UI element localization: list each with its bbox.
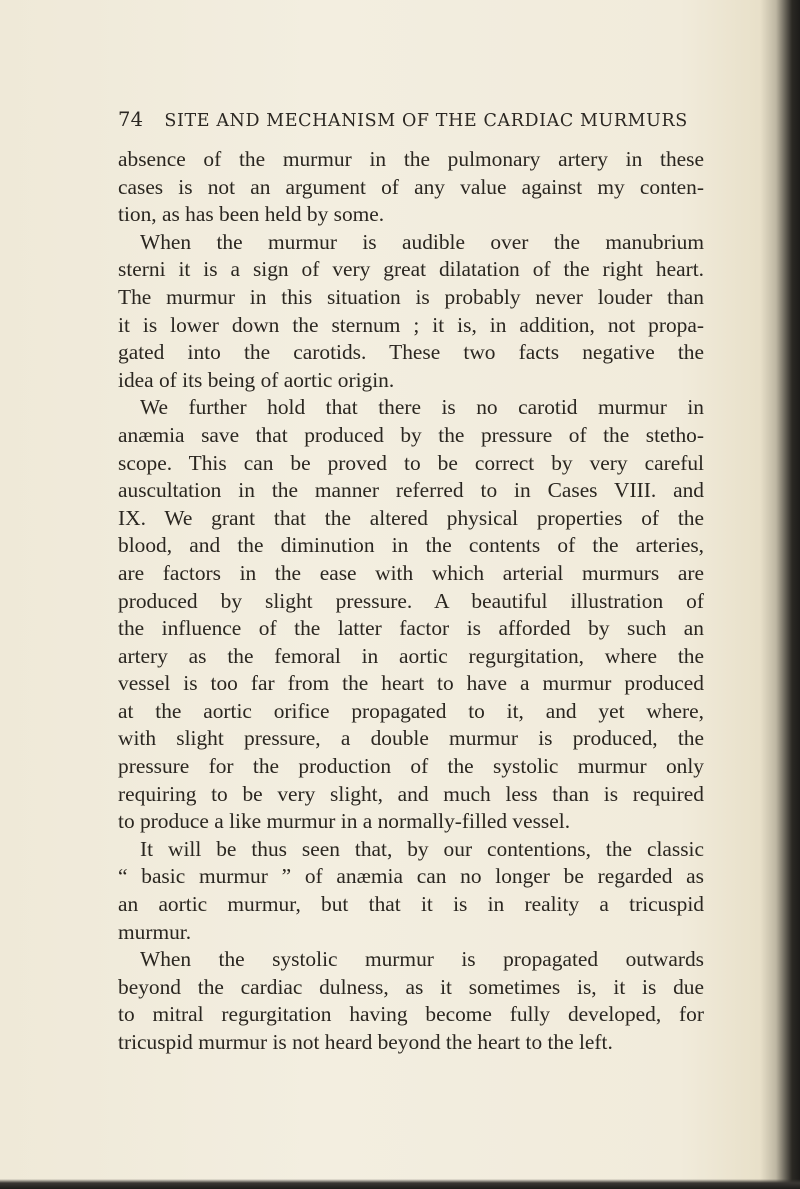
text-line: murmur. [118, 919, 192, 944]
text-line: requiring to be very slight, and much less than is required [118, 781, 704, 806]
page-bottom-edge [0, 1179, 800, 1189]
text-line: cases is not an argument of any value against my conten- [118, 174, 704, 199]
text-line: artery as the femoral in aortic regurgitation, where the [118, 643, 704, 668]
text-line: We further hold that there is no carotid murmur in [140, 395, 704, 420]
text-line: produced by slight pressure. A beautiful illustration of [118, 588, 704, 613]
text-line: an aortic murmur, but that it is in reality a tricuspid [118, 892, 704, 917]
text-line: When the murmur is audible over the manubrium [140, 229, 704, 254]
text-line: sterni it is a sign of very great dilatation of the right heart. [118, 257, 704, 282]
text-line: the influence of the latter factor is afforded by such an [118, 616, 704, 641]
text-line: tricuspid murmur is not heard beyond the heart to the left. [118, 1030, 613, 1054]
text-line: scope. This can be proved to be correct by very careful [118, 450, 704, 475]
page-number: 74 [118, 108, 144, 131]
text-line: anæmia save that produced by the pressure of the stetho- [118, 422, 704, 447]
text-line: idea of its being of aortic origin. [118, 367, 395, 392]
text-line: with slight pressure, a double murmur is produced, the [118, 726, 704, 751]
text-line: auscultation in the manner referred to in Cases VIII. and [118, 478, 704, 503]
body-text [118, 146, 704, 1057]
text-line: pressure for the production of the systolic murmur only [118, 754, 704, 779]
text-line: When the systolic murmur is propagated outwards [140, 947, 704, 972]
text-line: vessel is too far from the heart to have a murmur produced [118, 671, 704, 696]
text-line: blood, and the diminution in the contents of the arteries, [118, 533, 704, 558]
text-line: The murmur in this situation is probably never louder than [118, 284, 704, 309]
running-header [118, 108, 698, 131]
text-line: IX. We grant that the altered physical properties of the [118, 505, 704, 530]
text-line: to produce a like murmur in a normally-filled vessel. [118, 809, 571, 834]
text-line: are factors in the ease with which arterial murmurs are [118, 560, 704, 585]
text-line: absence of the murmur in the pulmonary artery in these [118, 147, 704, 171]
text-line: tion, as has been held by some. [118, 202, 385, 227]
text-line: It will be thus seen that, by our contentions, the classic [140, 836, 704, 861]
text-line: beyond the cardiac dulness, as it sometimes is, it is due [118, 974, 704, 999]
text-line: it is lower down the sternum ; it is, in addition, not propa- [118, 312, 704, 337]
text-line: at the aortic orifice propagated to it, and yet where, [118, 698, 704, 723]
page-binding-shadow [760, 0, 800, 1189]
text-line: gated into the carotids. These two facts negative the [118, 340, 704, 365]
running-title: SITE AND MECHANISM OF THE CARDIAC MURMURS [164, 111, 688, 131]
text-line: “ basic murmur ” of anæmia can no longer be regarded as [118, 864, 704, 889]
text-line: to mitral regurgitation having become fully developed, for [118, 1002, 704, 1027]
